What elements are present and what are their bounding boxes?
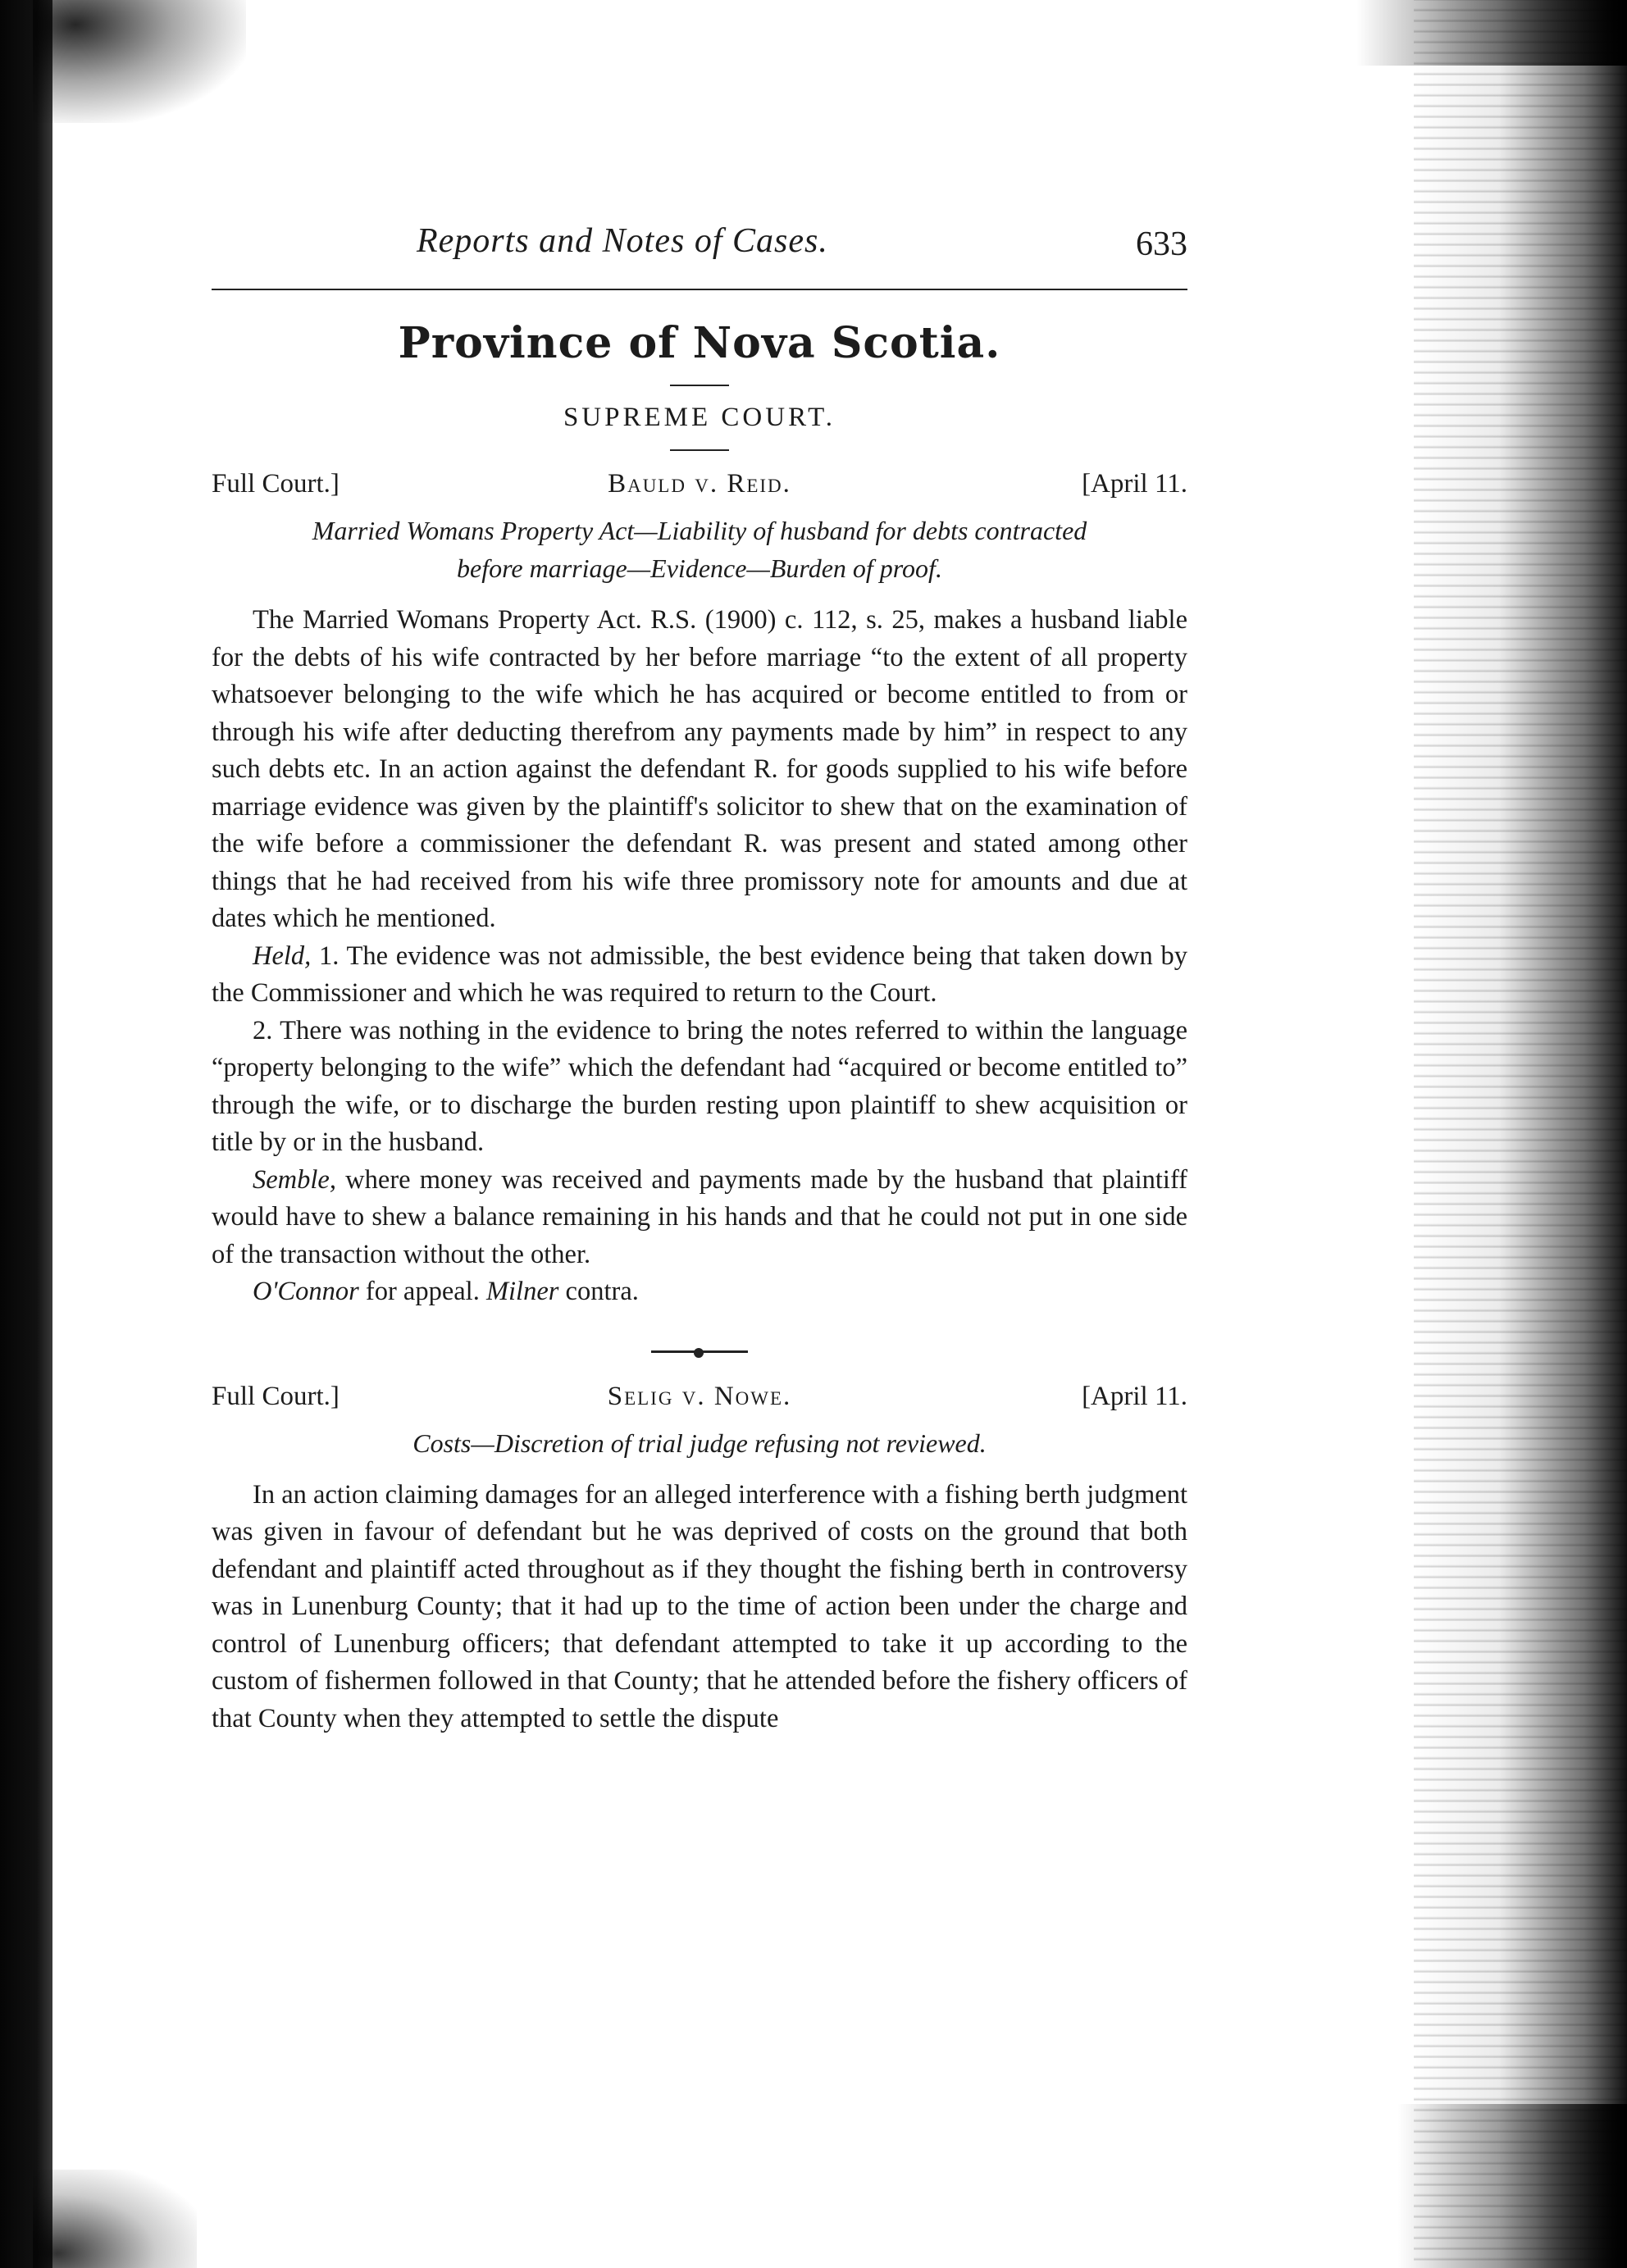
semble-text: where money was received and payments made by the husband that plaintiff would have to shew a balance remaining in his hands and that he could not put in one side of the transaction without the other. [212, 1164, 1187, 1269]
semble-label: Semble, [253, 1164, 336, 1195]
running-title: Reports and Notes of Cases. [417, 222, 828, 260]
body-paragraph: In an action claiming damages for an alleged interference with a fishing berth judgment was given in favour of defendant but he was deprived of costs on the ground that both defendant and plaintiff acted throughout as if they thought the fishing berth in controversy was in Lunenburg County; that it had up to the time of action been under the charge and control of Lunenburg officers; that defendant attempted to take it up according to the custom of fishermen followed in that County; that he attended before the fishery officers of that County when they attempted to settle the dispute [212, 1479, 1187, 1733]
holding-paragraph [212, 938, 1187, 1013]
case-name: Bauld v. Reid. [608, 469, 791, 499]
case-caption [212, 1382, 1187, 1419]
scan-smudge-top [33, 0, 246, 123]
case-separator [212, 1342, 1187, 1357]
held-text: 1. The evidence was not admissible, the best evidence being that taken down by the Commissioner and which he was required to return to the Court. [212, 940, 1187, 1008]
counsel-text: for appeal. [358, 1277, 486, 1306]
headnote-line: Married Womans Property Act—Liability of husband for debts contracted [312, 516, 1087, 545]
page-edge-right-top [1356, 0, 1627, 66]
counsel-line [212, 1273, 1187, 1311]
page-edge-right [1414, 0, 1627, 2268]
counsel-text: contra. [558, 1277, 639, 1306]
case-headnote [212, 512, 1187, 587]
case-body [212, 602, 1187, 1311]
section-rule [670, 385, 729, 386]
page-number: 633 [1136, 225, 1187, 263]
headnote-line: before marriage—Evidence—Burden of proof. [457, 553, 942, 583]
body-paragraph: The Married Womans Property Act. R.S. (1900) c. 112, s. 25, makes a husband liable for the debts of his wife contracted by her before marriage “to the extent of all property whatsoever belonging to the wife which he has acquired or become entitled to from or through his wife after deducting therefrom any payments made by him” in respect to any such debts etc. In an action against the defendant R. for goods supplied to his wife before marriage evidence was given by the plaintiff's solicitor to shew that on the examination of the wife before a commissioner the defendant R. was present and stated among other things that he had received from his wife three promissory note for amounts and due at dates which he mentioned. [212, 605, 1187, 933]
court-name: SUPREME COURT. [563, 403, 836, 432]
page-edge-right-bottom [1397, 2104, 1627, 2268]
case-date: [April 11. [1082, 469, 1187, 499]
case-date: [April 11. [1082, 1381, 1187, 1411]
counsel-name: Milner [485, 1277, 559, 1306]
body-paragraph: 2. There was nothing in the evidence to bring the notes referred to within the language “property belonging to the wife” which the defendant had “acquired or become entitled to” through the wife, or to discharge the burden resting upon plaintiff to shew acquisition or title by or in the husband. [212, 1015, 1187, 1157]
binding-shadow [0, 0, 52, 2268]
case-court: Full Court.] [212, 469, 340, 499]
case-name: Selig v. Nowe. [607, 1381, 792, 1411]
semble-paragraph [212, 1162, 1187, 1274]
case-headnote: Costs—Discretion of trial judge refusing not reviewed. [412, 1428, 987, 1458]
section-rule [670, 449, 729, 451]
case-caption [212, 469, 1187, 507]
header-rule [212, 289, 1187, 290]
running-header [212, 221, 1187, 274]
held-label: Held, [253, 940, 312, 971]
scan-smudge-bottom [33, 2170, 197, 2268]
counsel-name: O'Connor [253, 1277, 359, 1306]
case-body [212, 1477, 1187, 1738]
province-title: Province of Nova Scotia. [398, 318, 1001, 368]
case-court: Full Court.] [212, 1381, 340, 1411]
document-page [212, 221, 1187, 1737]
